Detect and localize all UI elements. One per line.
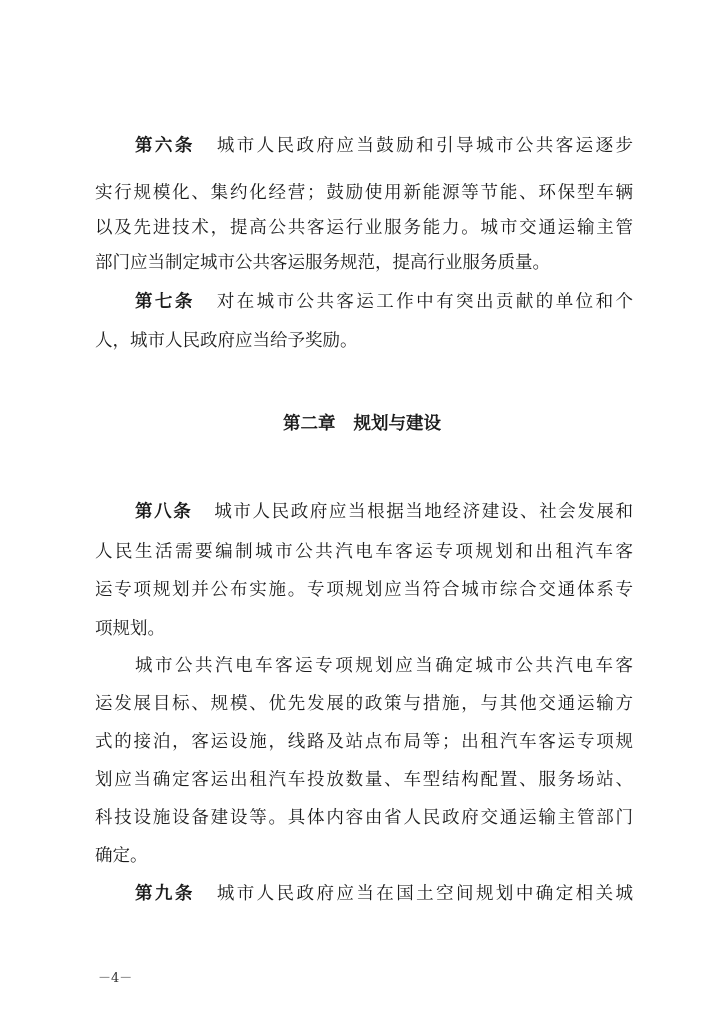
article-8-para2-line-2: 运发展目标、规模、优先发展的政策与措施，与其他交通运输方 — [95, 694, 633, 714]
article-8-heading: 第八条 — [135, 502, 193, 522]
article-8-para2-line-5: 科技设施设备建设等。具体内容由省人民政府交通运输主管部门 — [95, 808, 633, 828]
article-8-para2-line-4: 划应当确定客运出租汽车投放数量、车型结构配置、服务场站、 — [95, 770, 633, 790]
page-number: －4－ — [98, 971, 133, 986]
chapter-title: 规划与建设 — [353, 414, 441, 434]
article-8-line-2: 人民生活需要编制城市公共汽电车客运专项规划和出租汽车客 — [95, 542, 633, 562]
article-6-text: 城市人民政府应当鼓励和引导城市公共客运逐步 — [216, 136, 634, 156]
article-6-heading: 第六条 — [135, 136, 195, 156]
article-9-heading: 第九条 — [135, 884, 195, 904]
article-7-line-1 — [135, 287, 633, 317]
article-7-heading: 第七条 — [135, 292, 195, 312]
chapter-heading — [0, 409, 724, 439]
article-8-line-3: 运专项规划并公布实施。专项规划应当符合城市综合交通体系专 — [95, 580, 633, 600]
article-9-line-1 — [135, 879, 633, 909]
article-6-line-4: 部门应当制定城市公共客运服务规范，提高行业服务质量。 — [95, 253, 550, 273]
article-8-para2-line-3: 式的接泊，客运设施，线路及站点布局等；出租汽车客运专项规 — [95, 732, 633, 752]
article-6-line-1 — [135, 131, 633, 161]
article-7-line-2: 人，城市人民政府应当给予奖励。 — [95, 331, 358, 351]
article-6-line-3: 以及先进技术，提高公共客运行业服务能力。城市交通运输主管 — [95, 218, 633, 238]
article-8-para2-line-1: 城市公共汽电车客运专项规划应当确定城市公共汽电车客 — [135, 656, 633, 676]
article-6-line-2: 实行规模化、集约化经营；鼓励使用新能源等节能、环保型车辆 — [95, 183, 633, 203]
article-8-line-1 — [135, 497, 633, 527]
article-9-text: 城市人民政府应当在国土空间规划中确定相关城 — [216, 884, 634, 904]
article-8-line-4: 项规划。 — [95, 619, 165, 639]
article-7-text: 对在城市公共客运工作中有突出贡献的单位和个 — [216, 292, 634, 312]
chapter-number: 第二章 — [283, 414, 336, 434]
article-8-para2-line-6: 确定。 — [95, 846, 148, 866]
article-8-text: 城市人民政府应当根据当地经济建设、社会发展和 — [214, 502, 633, 522]
